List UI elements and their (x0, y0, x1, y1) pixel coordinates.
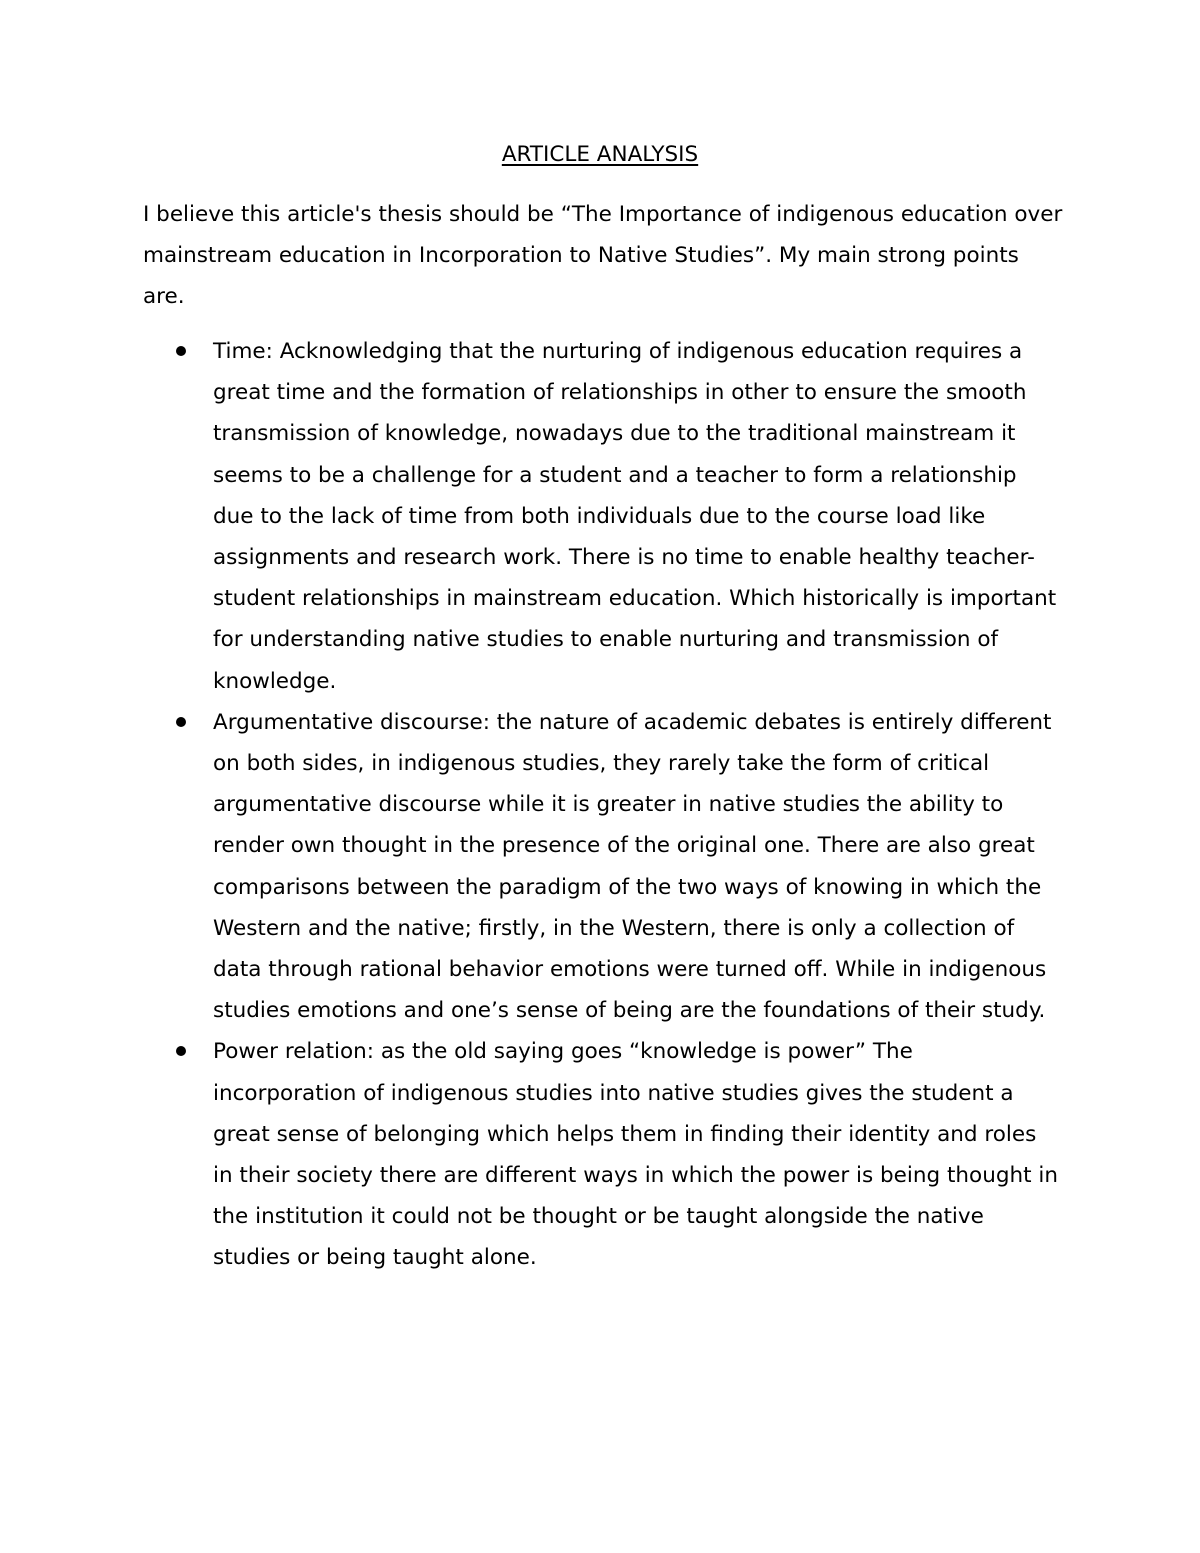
points-list (0, 331, 1200, 1279)
bullet-icon (176, 717, 186, 727)
list-item (0, 1031, 1058, 1278)
bullet-icon (176, 346, 186, 356)
list-item (0, 702, 1058, 1032)
document-title: ARTICLE ANALYSIS (501, 142, 699, 167)
bullet-icon (176, 1046, 186, 1056)
point-text-argumentative-discourse: Argumentative discourse: the nature of academic debates is entirely different on both sides, in indigenous studies, they rarely take the form of critical argumentative discourse while it is greater in native studies the ability to render own thought in the presence of the original one. There are also great comparisons between the paradigm of the two ways of knowing in which the Western and the native; firstly, in the Western, there is only a collection of data through rational behavior emotions were turned off. While in indigenous studies emotions and one’s sense of being are the foundations of their study. (213, 709, 1052, 1024)
list-item (0, 331, 1058, 702)
point-text-time: Time: Acknowledging that the nurturing of indigenous education requires a great time and the formation of relationships in other to ensure the smooth transmission of knowledge, nowadays due to the traditional mainstream it seems to be a challenge for a student and a teacher to form a relationship due to the lack of time from both individuals due to the course load like assignments and research work. There is no time to enable healthy teacher-student relationships in mainstream education. Which historically is important for understanding native studies to enable nurturing and transmission of knowledge. (213, 339, 1057, 694)
point-text-power-relation: Power relation: as the old saying goes “knowledge is power” The incorporation of indigenous studies into native studies gives the student a great sense of belonging which helps them in finding their identity and roles in their society there are different ways in which the power is being thought in the institution it could not be thought or be taught alongside the native studies or being taught alone. (213, 1039, 1058, 1271)
intro-paragraph: I believe this article's thesis should be “The Importance of indigenous education over mainstream education in Incorporation to Native Studies”. My main strong points are. (143, 202, 1063, 309)
